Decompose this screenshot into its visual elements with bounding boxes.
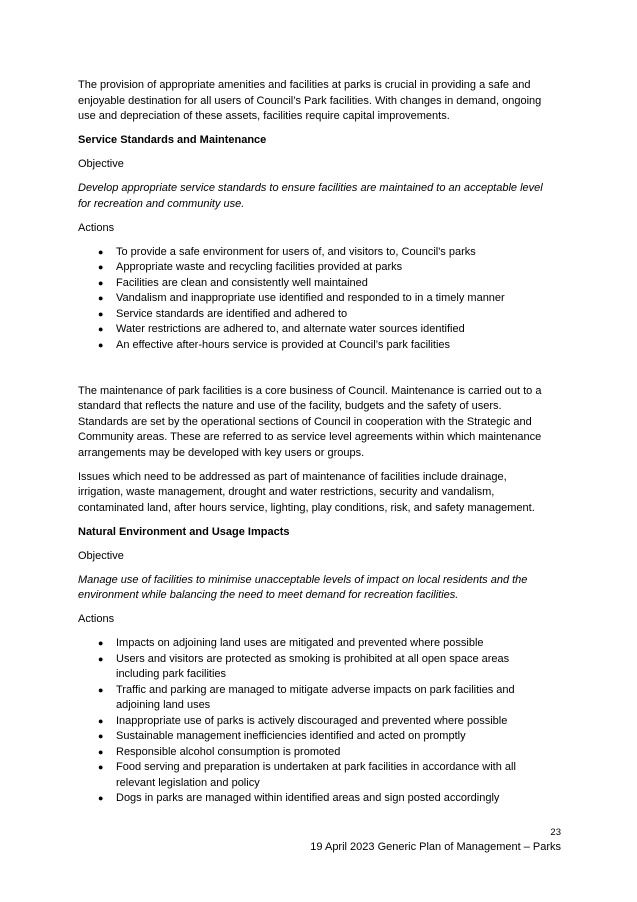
list-item: ● Inappropriate use of parks is actively discouraged and prevented where possible bbox=[98, 714, 554, 730]
actions-list bbox=[98, 636, 554, 807]
list-item: ● Appropriate waste and recycling facilities provided at parks bbox=[98, 260, 554, 276]
list-item: ● To provide a safe environment for users of, and visitors to, Council's parks bbox=[98, 245, 554, 261]
page-content bbox=[78, 78, 554, 815]
list-item: ● An effective after-hours service is provided at Council’s park facilities bbox=[98, 338, 554, 354]
list-item: ● Responsible alcohol consumption is promoted bbox=[98, 745, 554, 761]
list-item: ● Facilities are clean and consistently well maintained bbox=[98, 276, 554, 292]
actions-label: Actions bbox=[78, 613, 115, 625]
list-item: ● Sustainable management inefficiencies identified and acted on promptly bbox=[98, 729, 554, 745]
list-item: ● Food serving and preparation is undertaken at park facilities in accordance with all relevant legislation and policy bbox=[98, 760, 554, 791]
actions-label: Actions bbox=[78, 221, 115, 234]
spacer bbox=[78, 362, 554, 384]
objective-label: Objective bbox=[78, 549, 124, 562]
objective-label: Objective bbox=[78, 158, 124, 170]
objective-text: Develop appropriate service standards to ensure facilities are maintained to an acceptable level for recreation and community use. bbox=[78, 182, 543, 210]
intro-paragraph: The provision of appropriate amenities and facilities at parks is crucial in providing a safe and enjoyable destination for all users of Council’s Park facilities. With changes in demand, ongoing use and depreciation of these assets, facilities require capital improvements. bbox=[78, 79, 542, 122]
section-heading-service-standards: Service Standards and Maintenance bbox=[78, 134, 267, 146]
list-item: ● Impacts on adjoining land uses are mitigated and prevented where possible bbox=[98, 636, 554, 652]
footer-text: 19 April 2023 Generic Plan of Management – Parks bbox=[310, 841, 561, 853]
actions-list bbox=[98, 245, 554, 354]
objective-text: Manage use of facilities to minimise unacceptable levels of impact on local residents and the environment while balancing the need to meet demand for recreation facilities. bbox=[78, 573, 528, 601]
list-item: ● Service standards are identified and adhered to bbox=[98, 307, 554, 323]
list-item: ● Users and visitors are protected as smoking is prohibited at all open space areas including park facilities bbox=[98, 652, 554, 683]
list-item: ● Vandalism and inappropriate use identified and responded to in a timely manner bbox=[98, 291, 554, 307]
list-item: ● Dogs in parks are managed within identified areas and sign posted accordingly bbox=[98, 791, 554, 807]
section-heading-natural-environment: Natural Environment and Usage Impacts bbox=[78, 525, 290, 538]
list-item: ● Water restrictions are adhered to, and alternate water sources identified bbox=[98, 322, 554, 338]
page-number: 23 bbox=[550, 827, 561, 838]
maintenance-paragraph: The maintenance of park facilities is a core business of Council. Maintenance is carried out to a standard that reflects the nature and use of the facility, budgets and the safety of users. Standards are set by the operational sections of Council in cooperation with the Strategic and Community areas. These are referred to as service level agreements within which maintenance arrangements may be developed with key users or groups. bbox=[78, 384, 542, 459]
list-item: ● Traffic and parking are managed to mitigate adverse impacts on park facilities and adjoining land uses bbox=[98, 683, 554, 714]
page-footer bbox=[310, 826, 561, 854]
issues-paragraph: Issues which need to be addressed as part of maintenance of facilities include drainage, irrigation, waste management, drought and water restrictions, security and vandalism, contaminated land, after hours service, lighting, play conditions, risk, and safety management. bbox=[78, 470, 535, 514]
